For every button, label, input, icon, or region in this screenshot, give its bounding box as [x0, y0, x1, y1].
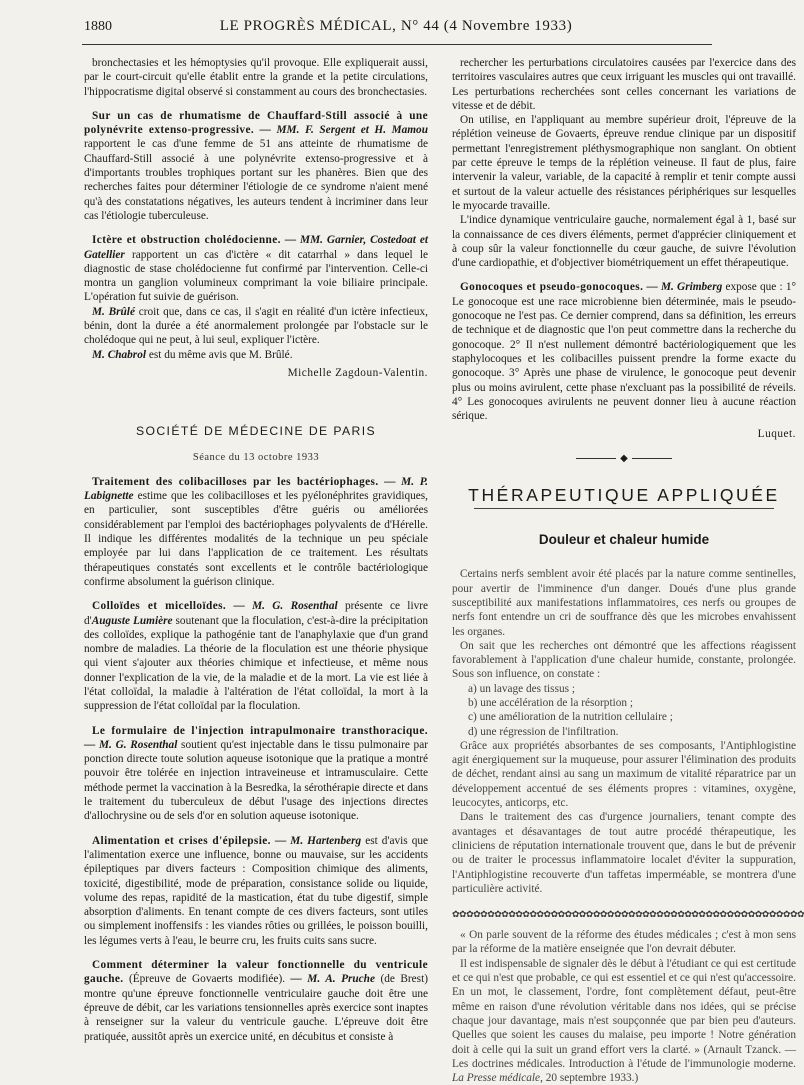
- article-text: rapportent un cas d'ictère « dit catarrhal » dans lequel le diagnostic de stase cholédocienne fut confirmé par l'intervention. Celle-ci montra un ganglion volumineux comprimant la voie biliaire principale. L'opération fut suivie de guérison.: [84, 248, 429, 304]
- list-item: d) une régression de l'infiltration.: [468, 725, 619, 738]
- article-text: estime que les colibacilloses et les pyélonéphrites gravidiques, en particulier, sont susceptibles d'être guéris ou améliorées considérablement par l'emploi des bactériophages polyvalents de d'Hérelle. Il indique les différentes modalités de la technique un peu spéciale employée par lui dans l'application de ce traitement. Les résultats thérapeutiques constatés sont excellents et le contrôle bactériologique confirme absolument la guérison clinique.: [84, 490, 428, 588]
- article-text: soutenant que la floculation, c'est-à-dire la précipitation des colloïdes, explique la pathogénie tant de l'anaphylaxie que d'un grand nombre de maladies. La théorie de la floculation est une théorie physique qui vient s'ajouter aux théories chimique et infectieuse, et même nous donner l'explication de la vie, de la maladie et de la mort. La vie est liée à l'état colloïdal, la maladie à l'altération de l'état colloïdal, la mort à la suppression de l'état colloïdal par la floculation.: [84, 614, 428, 713]
- header-rule: [82, 44, 712, 45]
- article-chauffard-still: [84, 109, 428, 223]
- article-authors: — M. G. Rosenthal: [233, 600, 338, 613]
- effects-list: [452, 682, 796, 739]
- book-author: Auguste Lumière: [91, 614, 173, 627]
- section-heading: THÉRAPEUTIQUE APPLIQUÉE: [468, 484, 780, 505]
- left-column: [84, 56, 428, 1056]
- article-text: (de Brest) montre qu'une épreuve fonctionnelle ventriculaire gauche doit être une épreuve de débit, car les variations tensionnelles après exercice sont inaptes à renseigner sur la valeur du ventricule gauche. L'épreuve doit être pratiquée, aussitôt après un exercice unité, en décubitus et consiste à: [84, 973, 428, 1043]
- therapy-paragraph: Certains nerfs semblent avoir été placés par la nature comme sentinelles, pour avertir de l'imminence d'un danger. Doués d'une plus grande susceptibilité aux manifestations inflammatoires, ces nerfs ou groupes de nerfs font entendre un cri de souffrance dès que les microbes envahissent les organes.: [452, 568, 796, 638]
- right-column: [452, 56, 804, 1085]
- article-title: Ictère et obstruction cholédocienne.: [92, 234, 281, 247]
- article-title: Alimentation et crises d'épilepsie.: [92, 834, 271, 847]
- article-title: Colloïdes et micelloïdes.: [92, 600, 227, 613]
- article-authors: — M. A. Pruche: [290, 973, 375, 986]
- article-title: Gonocoques et pseudo-gonocoques.: [460, 281, 644, 294]
- quote-source: (Arnault Tzanck. — Les doctrines médicales. Introduction à l'étude de l'immunologie moderne.: [452, 1043, 797, 1070]
- article-text: présente ce livre d': [84, 600, 429, 627]
- article-title: Le formulaire de l'injection intrapulmonaire transthoracique.: [92, 724, 428, 737]
- continued-paragraph: On utilise, en l'appliquant au membre supérieur droit, l'épreuve de la réplétion veineuse de Govaerts, épreuve rendue clinique par un dispositif permettant l'enregistrement pléthysmographique non sanglant. On obtient par cette épreuve le temps de la réplétion veineuse. Il faut de plus, faire intervenir la valeur, variable, de la capacité à remplir et tenir compte aussi et surtout de la valeur actuelle des résistances périphériques sur lesquelles le myocarde travaille.: [452, 114, 796, 212]
- article-epilepsie: [84, 834, 428, 948]
- list-item: a) un lavage des tissus ;: [468, 682, 575, 695]
- quote-text: Il est indispensable de signaler dès le début à l'étudiant ce qui est certitude et ce qui n'est que probable, ce qui est essentiel et ce qui n'est qu'accessoire. En un mot, le classement, l'ordre, font complètement défaut, peut-être même en raison d'une révolution véritable dans nos idées, qui se précise chaque jour davantage, mais n'est soupçonnée que par bien peu d'auteurs. Quelles que soient les causes du malaise, peu importe ! Notre génération doit à celle qui la suit un grand effort vers la clarté. »: [452, 957, 796, 1056]
- comment-chabrol: [84, 348, 428, 362]
- ornament-glyph: ◆: [620, 452, 628, 464]
- comment-text: est du même avis que M. Brûlé.: [148, 348, 293, 361]
- quote-journal: La Presse médicale: [452, 1072, 541, 1085]
- therapy-paragraph: Grâce aux propriétés absorbantes de ses composants, l'Antiphlogistine agit énergiquement sur la muqueuse, pour assurer l'élimination des produits de déchet, rendant ainsi au sang un maximum de vitalité réparatrice par un développement accentué de ses éléments propres : vitamines, oxygène, leucocytes, anticorps, etc.: [452, 739, 796, 810]
- article-colibacilloses: [84, 475, 428, 589]
- article-ictere: [84, 233, 428, 304]
- ornament-line: [632, 458, 672, 459]
- article-authors: — M. G. Rosenthal: [84, 738, 178, 751]
- article-subtitle: Douleur et chaleur humide: [538, 532, 710, 548]
- continued-paragraph: rechercher les perturbations circulatoires causées par l'exercice dans des territoires vasculaires autres que ceux irriguant les muscles qui ont travaillé. Les perturbations recherchées sont celles concernant les variations de vitesse et de débit.: [452, 57, 796, 112]
- article-authors: — M. P. Labignette: [84, 475, 428, 503]
- ornament-line: [576, 458, 616, 459]
- article-injection: [84, 724, 428, 824]
- intro-paragraph: bronchectasies et les hémoptysies qu'il provoque. Elle expliquerait aussi, par le court-circuit qu'elle établit entre la grande et la petite circulations, l'hippocratisme digital observé si constamment au cours des bronchectasies.: [84, 57, 428, 98]
- article-title: Sur un cas de rhumatisme de Chauffard-Still associé à une polynévrite extenso-progressive.: [84, 109, 428, 137]
- article-gonocoques: [452, 280, 796, 423]
- therapy-paragraph: Dans le traitement des cas d'urgence journaliers, tenant compte des avantages et désavantages de tout autre procédé thérapeutique, les cliniciens de réputation internationale trouvent que, dans le but de prévenir ou de traiter le processus inflammatoire localet d'éviter la suppuration, l'Antiphlogistine recouverte d'un taffetas imperméable, se montrera d'une particulière activité.: [452, 811, 796, 895]
- quote-source-date: , 20 septembre 1933.): [540, 1072, 639, 1085]
- article-authors: — M. Hartenberg: [274, 834, 362, 847]
- signature: Michelle Zagdoun-Valentin.: [287, 366, 428, 379]
- article-text: rapportent le cas d'une femme de 51 ans atteinte de rhumatisme de Chauffard-Still associé à une polynévrite extenso-progressive et à d'importants troubles trophiques portant sur les phanères. Bien que des recherches faites pour déterminer l'étiologie de ce syndrome n'aient mené qu'à des constatations négatives, les auteurs tendent à incriminer dans leur cas l'étiologie tuberculeuse.: [84, 138, 428, 222]
- article-text: est d'avis que l'alimentation exerce une influence, bonne ou mauvaise, sur les accidents épileptiques par divers facteurs : Composition chimique des aliments, toxicité, digestibilité, mode de préparation, consistance solide ou liquide, volume des repas, rapidité de la mastication, état du tube digestif, simple absorption d'aliments. En tenant compte de ces divers facteurs, sont utiles ou simplement inoffensifs : les viandes rôties ou grillées, le poisson bouilli, les légumes verts à l'eau, le beurre cru, les fruits cuits sans sucre.: [84, 834, 429, 947]
- page-header: [84, 18, 710, 40]
- seance-date: Séance du 13 octobre 1933: [192, 451, 320, 463]
- page-number: 1880: [84, 19, 112, 34]
- comment-author: M. Chabrol: [92, 348, 146, 361]
- signature: Luquet.: [757, 428, 796, 441]
- society-heading: SOCIÉTÉ DE MÉDECINE DE PARIS: [135, 424, 377, 439]
- list-item: c) une amélioration de la nutrition cellulaire ;: [468, 711, 673, 724]
- comment-author: M. Brûlé: [92, 305, 135, 318]
- section-rule: [474, 508, 774, 509]
- article-text: soutient qu'est injectable dans le tissu pulmonaire par ponction directe toute solution aqueuse isotonique que la pratique a montré pouvoir être tolérée en injection intraveineuse et intramusculaire. Cette méthode permet la vaccination à la Besredka, la sérothérapie directe et dans le traitement du tuberculeux de début l'usage des injections directes d'allochrysine ou de sels d'or en solution aqueuse isotonique.: [84, 738, 428, 823]
- comment-text: croit que, dans ce cas, il s'agit en réalité d'un ictère infectieux, bénin, dont la durée a été anormalement prolongée par l'obstacle sur le cholédoque qui ne peut, à lui seul, expliquer l'ictère.: [84, 305, 428, 347]
- article-title: Traitement des colibacilloses par les bactériophages.: [92, 475, 379, 488]
- article-title: Comment déterminer la valeur fonctionnelle du ventricule gauche.: [84, 959, 428, 986]
- quote-paragraph: [452, 957, 796, 1085]
- journal-title: LE PROGRÈS MÉDICAL, N° 44 (4 Novembre 1933): [219, 18, 573, 34]
- therapy-paragraph: On sait que les recherches ont démontré que les affections réagissent favorablement à l'application d'une chaleur humide, constante, prolongée. Sous son influence, on constate :: [452, 639, 796, 681]
- article-authors: — MM. Garnier, Costedoat et Gatellier: [84, 234, 429, 261]
- article-text: expose que : 1° Le gonocoque est une race microbienne bien déterminée, mais le pseudo-gonocoque ne l'est pas. Ce dernier comprend, dans sa définition, les erreurs de technique et de diagnostic que l'on peut commettre dans la recherche du gonocoque. 2° Il n'est nullement démontré bactériologiquement que les staphylocoques et les colibacilles puissent prendre la forme exacte du gonocoque. 3° Après une phase de virulence, le gonocoque peut devenir plus ou moins avirulent, cette phase n'excluant pas la possibilité de réveils. 4° Les gonocoques avirulents ne peuvent donner lieu à aucune réaction sérique.: [452, 281, 796, 423]
- article-ventricule: [84, 958, 428, 1044]
- quote-paragraph: « On parle souvent de la réforme des études médicales ; c'est à mon sens par la réforme de la matière enseignée que l'on devrait débuter.: [452, 929, 796, 956]
- article-authors: — MM. F. Sergent et H. Mamou: [259, 124, 428, 137]
- ornament-divider: [452, 452, 796, 466]
- article-note: (Épreuve de Govaerts modifiée).: [129, 973, 286, 986]
- list-item: b) une accélération de la résorption ;: [468, 696, 633, 709]
- article-authors: — M. Grimberg: [646, 281, 723, 294]
- continued-paragraph: L'indice dynamique ventriculaire gauche, normalement égal à 1, basé sur la connaissance de ces divers éléments, permet d'apprécier cliniquement et à coup sûr la valeur fonctionnelle du cœur gauche, de suivre l'évolution d'une cardiopathie, et d'objectiver biométriquement un effet thérapeutique.: [452, 214, 796, 270]
- decorative-frieze: ✿✿✿✿✿✿✿✿✿✿✿✿✿✿✿✿✿✿✿✿✿✿✿✿✿✿✿✿✿✿✿✿✿✿✿✿✿✿✿✿✿✿✿✿✿✿✿✿✿✿: [452, 909, 804, 920]
- comment-brule: [84, 305, 428, 348]
- article-colloides: [84, 599, 428, 713]
